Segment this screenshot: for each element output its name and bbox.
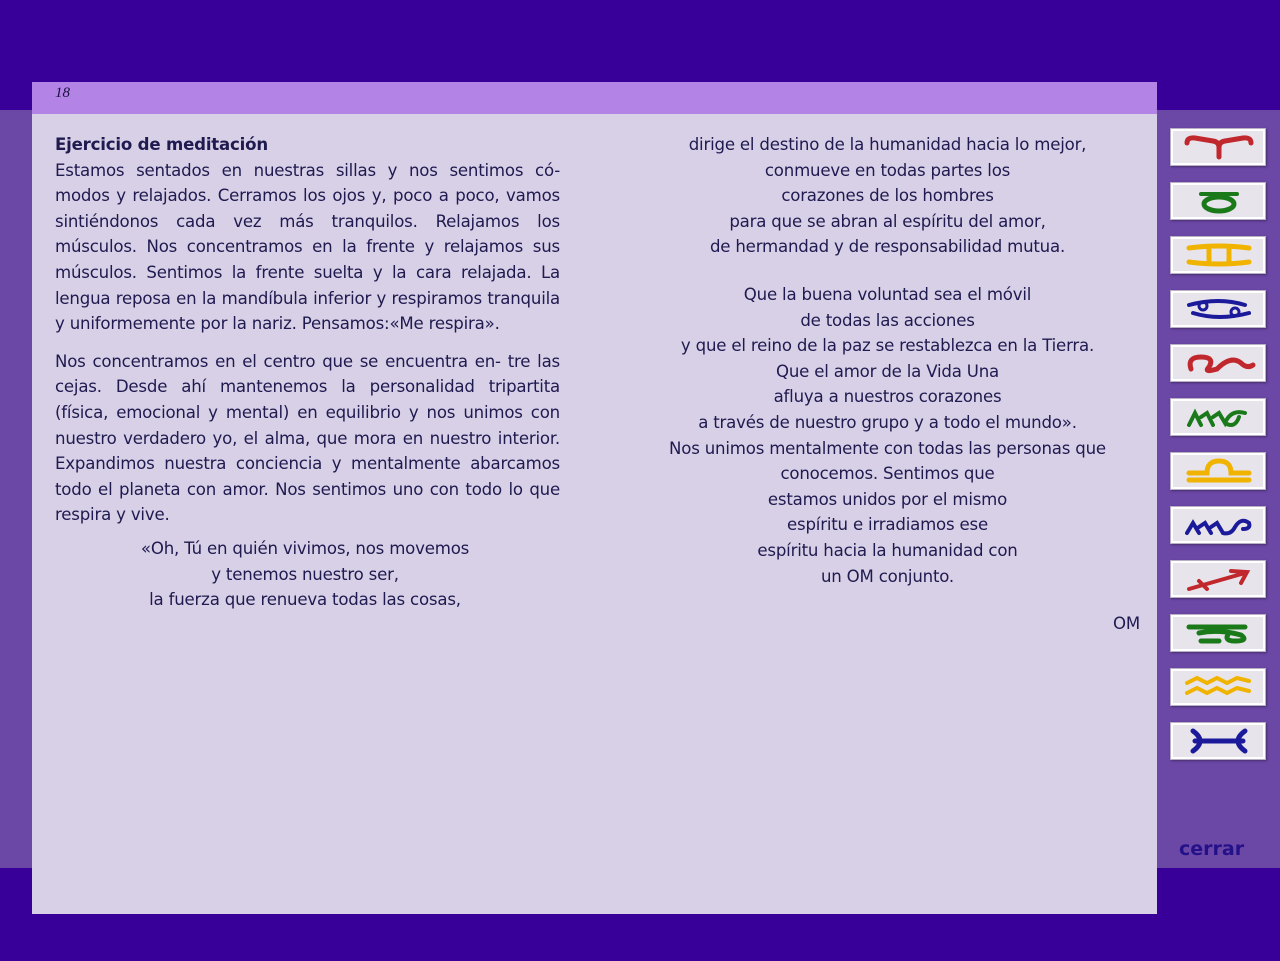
taurus-icon — [1179, 187, 1259, 215]
prayer-line: un OM conjunto. — [820, 566, 955, 586]
prayer-line: la fuerza que renueva todas las cosas, — [149, 590, 461, 610]
aquarius-icon — [1179, 673, 1259, 701]
zodiac-button-libra[interactable] — [1170, 452, 1266, 490]
left-column — [55, 132, 560, 613]
cancer-icon — [1179, 295, 1259, 323]
zodiac-button-sagittarius[interactable] — [1170, 560, 1266, 598]
zodiac-button-scorpio[interactable] — [1170, 506, 1266, 544]
zodiac-button-capricorn[interactable] — [1170, 614, 1266, 652]
prayer-line: de hermandad y de responsabilidad mutua. — [709, 237, 1066, 257]
prayer-line: Que el amor de la Vida Una — [775, 361, 999, 381]
zodiac-button-gemini[interactable] — [1170, 236, 1266, 274]
zodiac-button-virgo[interactable] — [1170, 398, 1266, 436]
gemini-icon — [1179, 241, 1259, 269]
zodiac-button-aries[interactable] — [1170, 128, 1266, 166]
capricorn-icon — [1179, 619, 1259, 647]
section-title: Ejercicio de meditación — [55, 135, 268, 154]
paragraph-relaxation: Estamos sentados en nuestras sillas y nos sentimos có- modos y relajados. Cerramos los ojos y, poco a poco, vamos sintiéndonos cada vez más tranquilos. Relajamos los músculos. Nos concentramos en la frente y relajamos sus músculos. Sentimos la frente suelta y la cara relajada. La lengua reposa en la mandíbula inferior y respiramos tranquila y uniformemente por la nariz. Pensamos:«Me respira». — [55, 160, 560, 334]
close-link[interactable]: cerrar — [1179, 838, 1245, 860]
zodiac-button-leo[interactable] — [1170, 344, 1266, 382]
page-header — [32, 82, 1157, 114]
leo-icon — [1179, 349, 1259, 377]
prayer-line: corazones de los hombres — [781, 186, 994, 206]
prayer-line: Que la buena voluntad sea el móvil — [743, 284, 1032, 304]
right-column — [635, 132, 1140, 637]
prayer-line: afluya a nuestros corazones — [773, 387, 1002, 407]
prayer-line: conmueve en todas partes los — [764, 160, 1011, 180]
virgo-icon — [1179, 403, 1259, 431]
prayer-line: espíritu e irradiamos ese — [787, 515, 988, 535]
book-page — [32, 82, 1157, 914]
zodiac-button-taurus[interactable] — [1170, 182, 1266, 220]
pisces-icon — [1179, 727, 1259, 755]
prayer-continuation — [635, 132, 1140, 260]
paragraph-concentration: Nos concentramos en el centro que se encuentra en- tre las cejas. Desde ahí mantenemos la personalidad tripartita (física, emocional y mental) en equilibrio y nos unimos con nuestro verdadero yo, el alma, que mora en nuestro interior. Expandimos nuestra conciencia y mentalmente abarcamos todo el planeta con amor. Nos sentimos uno con todo lo que respira y vive. — [55, 351, 560, 525]
zodiac-button-cancer[interactable] — [1170, 290, 1266, 328]
prayer-line: y tenemos nuestro ser, — [211, 564, 399, 584]
prayer-line: «Oh, Tú en quién vivimos, nos movemos — [140, 538, 470, 558]
libra-icon — [1179, 457, 1259, 485]
zodiac-button-aquarius[interactable] — [1170, 668, 1266, 706]
scorpio-icon — [1179, 511, 1259, 539]
closing-om: OM — [1113, 614, 1140, 634]
page-number: 18 — [55, 85, 70, 101]
prayer-opening — [55, 536, 555, 613]
prayer-line: de todas las acciones — [800, 310, 975, 330]
zodiac-button-pisces[interactable] — [1170, 722, 1266, 760]
prayer-invocation — [635, 282, 1140, 589]
prayer-line: espíritu hacia la humanidad con — [757, 540, 1018, 560]
aries-icon — [1179, 133, 1259, 161]
prayer-line: Nos unimos mentalmente con todas las personas que — [669, 438, 1106, 458]
sagittarius-icon — [1179, 565, 1259, 593]
prayer-line: y que el reino de la paz se restablezca en la Tierra. — [680, 336, 1095, 356]
prayer-line: para que se abran al espíritu del amor, — [729, 211, 1046, 231]
prayer-line: dirige el destino de la humanidad hacia lo mejor, — [688, 135, 1087, 154]
prayer-line: estamos unidos por el mismo — [767, 489, 1008, 509]
prayer-line: a través de nuestro grupo y a todo el mundo». — [698, 412, 1077, 432]
prayer-line: conocemos. Sentimos que — [780, 464, 995, 484]
